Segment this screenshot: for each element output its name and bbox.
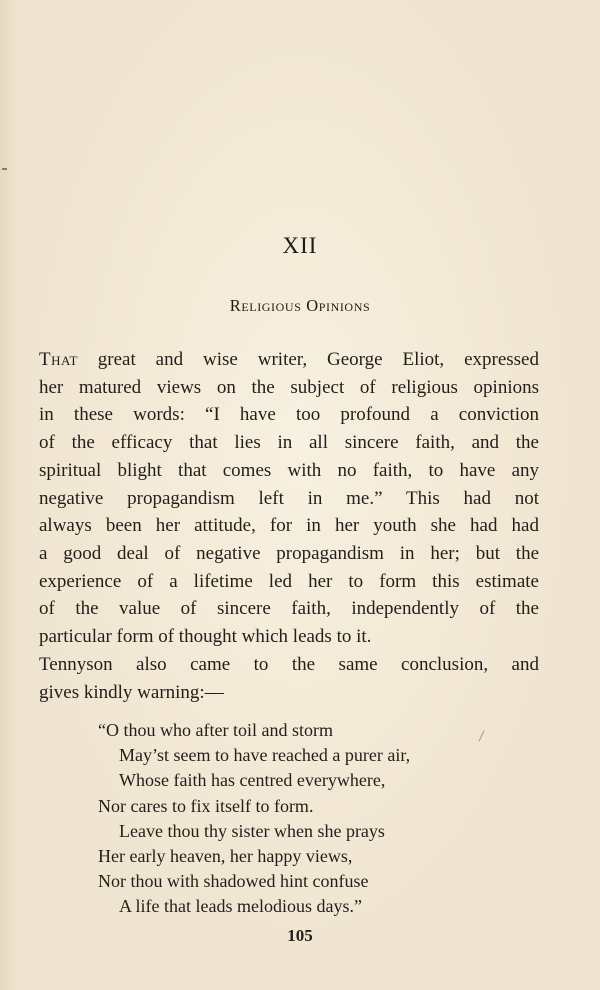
paragraph-line: [39, 346, 539, 374]
poem-line: A life that leads melodious days.”: [119, 896, 362, 917]
paragraph-lead-word: That: [39, 349, 78, 370]
paragraph-line: experience of a lifetime led her to form this estimate: [39, 570, 539, 592]
poem-line: Her early heaven, her happy views,: [98, 846, 353, 867]
paragraph-line: spiritual blight that comes with no faith, to have any: [39, 459, 539, 481]
paragraph-line: of the efficacy that lies in all sincere faith, and the: [39, 432, 539, 454]
paragraph-line: Tennyson also came to the same conclusion, and: [39, 654, 539, 675]
poem-line: May’st seem to have reached a purer air,: [119, 745, 411, 766]
poem-line: Whose faith has centred everywhere,: [119, 770, 386, 791]
paragraph-line: gives kindly warning:—: [39, 681, 224, 703]
paragraph-line: always been her attitude, for in her youth she had had: [39, 515, 539, 537]
paragraph-line: a good deal of negative propagandism in her; but the: [39, 542, 539, 564]
poem-quotation: [0, 718, 600, 920]
paragraph-tennyson: [39, 651, 539, 706]
chapter-title: Religious Opinions: [229, 296, 371, 315]
paragraph-george-eliot: [39, 346, 539, 651]
paragraph-line: of the value of sincere faith, independently of the: [39, 598, 539, 620]
paragraph-line: negative propagandism left in me.” This had not: [39, 487, 539, 509]
page-number: 105: [287, 926, 313, 945]
poem-line: Leave thou thy sister when she prays: [119, 820, 385, 841]
poem-line: Nor thou with shadowed hint confuse: [98, 871, 369, 892]
margin-mark: [2, 168, 7, 170]
paragraph-line-text: great and wise writer, George Eliot, expressed: [77, 349, 539, 370]
paragraph-line: in these words: “I have too profound a conviction: [39, 404, 539, 426]
paragraph-line: particular form of thought which leads to it.: [39, 626, 372, 648]
poem-line: Nor cares to fix itself to form.: [98, 795, 314, 816]
poem-line: “O thou who after toil and storm: [98, 720, 333, 740]
paragraph-line: her matured views on the subject of religious opinions: [39, 376, 539, 398]
chapter-number: XII: [282, 233, 318, 258]
